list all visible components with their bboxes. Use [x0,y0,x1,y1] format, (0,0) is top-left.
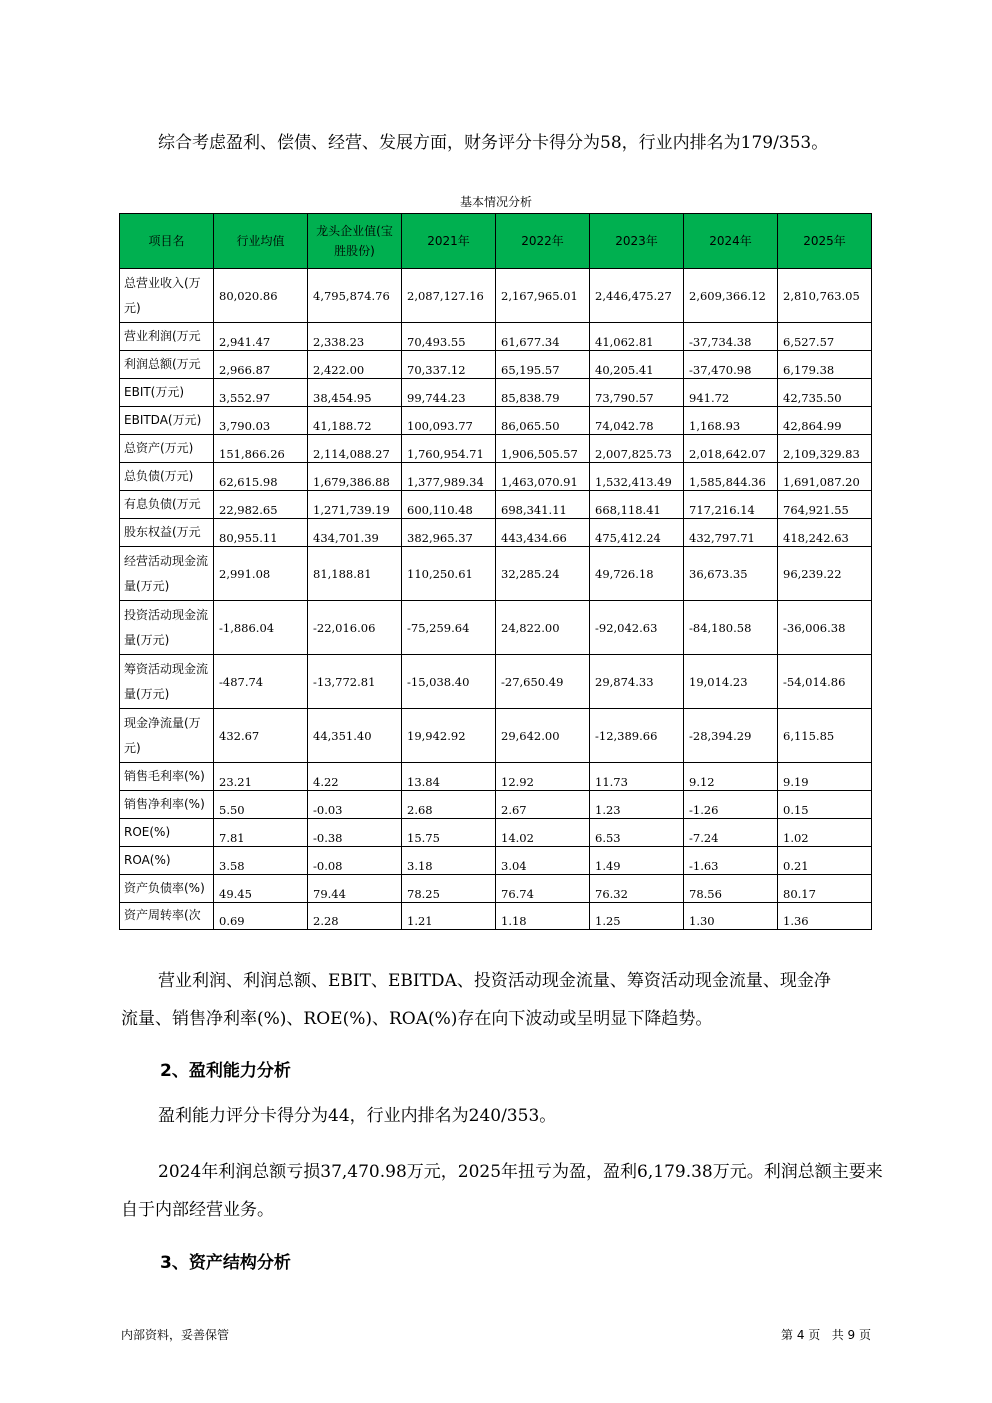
table-cell: 42,864.99 [778,407,872,435]
table-cell: 32,285.24 [496,547,590,601]
table-cell: 49.45 [214,875,308,903]
table-row [120,903,872,930]
table-cell: 382,965.37 [402,519,496,547]
table-cell: 9.19 [778,763,872,791]
table-row [120,819,872,847]
table-cell: 2.67 [496,791,590,819]
table-cell: 40,205.41 [590,351,684,379]
table-cell: 80,020.86 [214,269,308,323]
table-cell: 418,242.63 [778,519,872,547]
table-cell: 1,760,954.71 [402,435,496,463]
table-cell: -75,259.64 [402,601,496,655]
table-cell: 100,093.77 [402,407,496,435]
table-cell: 15.75 [402,819,496,847]
section3-heading: 3、资产结构分析 [160,1253,291,1273]
table-cell: 2,810,763.05 [778,269,872,323]
table-cell: 1,463,070.91 [496,463,590,491]
table-row [120,407,872,435]
table-cell: 61,677.34 [496,323,590,351]
table-cell: 11.73 [590,763,684,791]
table-cell: 3,790.03 [214,407,308,435]
table-cell: 2,338.23 [308,323,402,351]
row-label: 现金净流量(万元) [120,709,214,763]
table-cell: 2,941.47 [214,323,308,351]
table-cell: 13.84 [402,763,496,791]
table-cell: 717,216.14 [684,491,778,519]
row-label: 营业利润(万元 [120,323,214,351]
table-cell: 600,110.48 [402,491,496,519]
section2-heading: 2、盈利能力分析 [160,1061,291,1081]
table-row [120,547,872,601]
table-cell: 698,341.11 [496,491,590,519]
footer-confidential-note: 内部资料，妥善保管 [121,1328,230,1342]
table-cell: 1.30 [684,903,778,930]
header-year-2025: 2025年 [778,214,872,269]
row-label: 总营业收入(万元) [120,269,214,323]
table-cell: 70,493.55 [402,323,496,351]
trend-paragraph-line2: 流量、销售净利率(%)、ROE(%)、ROA(%)存在向下波动或呈明显下降趋势。 [121,1009,713,1029]
table-cell: 81,188.81 [308,547,402,601]
table-cell: 475,412.24 [590,519,684,547]
table-cell: 668,118.41 [590,491,684,519]
header-year-2022: 2022年 [496,214,590,269]
table-cell: 110,250.61 [402,547,496,601]
table-cell: 9.12 [684,763,778,791]
section2-detail-line2: 自于内部经营业务。 [121,1200,274,1220]
table-cell: 86,065.50 [496,407,590,435]
table-cell: 941.72 [684,379,778,407]
table-cell: 434,701.39 [308,519,402,547]
table-cell: -7.24 [684,819,778,847]
table-cell: 1,532,413.49 [590,463,684,491]
table-cell: -15,038.40 [402,655,496,709]
table-cell: 1.21 [402,903,496,930]
table-cell: 151,866.26 [214,435,308,463]
table-body [120,269,872,930]
table-cell: 2,966.87 [214,351,308,379]
table-cell: 78.25 [402,875,496,903]
table-cell: 44,351.40 [308,709,402,763]
table-cell: -37,470.98 [684,351,778,379]
financial-table [119,213,872,930]
table-cell: 76.32 [590,875,684,903]
table-cell: -22,016.06 [308,601,402,655]
table-cell: 7.81 [214,819,308,847]
table-row [120,655,872,709]
table-cell: 79.44 [308,875,402,903]
table-cell: 41,188.72 [308,407,402,435]
table-cell: 80.17 [778,875,872,903]
row-label: EBIT(万元) [120,379,214,407]
table-cell: 2,109,329.83 [778,435,872,463]
table-row [120,601,872,655]
table-cell: 1,585,844.36 [684,463,778,491]
table-cell: 1.36 [778,903,872,930]
intro-paragraph: 综合考虑盈利、偿债、经营、发展方面，财务评分卡得分为58，行业内排名为179/353。 [158,133,829,153]
table-cell: 1.49 [590,847,684,875]
row-label: 利润总额(万元 [120,351,214,379]
table-cell: 24,822.00 [496,601,590,655]
table-cell: 2,114,088.27 [308,435,402,463]
table-cell: 3.04 [496,847,590,875]
table-cell: 2,422.00 [308,351,402,379]
table-cell: 76.74 [496,875,590,903]
table-cell: 2,167,965.01 [496,269,590,323]
table-cell: -36,006.38 [778,601,872,655]
table-cell: 14.02 [496,819,590,847]
table-row [120,847,872,875]
table-cell: 65,195.57 [496,351,590,379]
table-row [120,709,872,763]
table-cell: 2,087,127.16 [402,269,496,323]
table-cell: 4.22 [308,763,402,791]
table-cell: 19,014.23 [684,655,778,709]
table-cell: 432,797.71 [684,519,778,547]
table-row [120,323,872,351]
row-label: 筹资活动现金流量(万元) [120,655,214,709]
row-label: 总资产(万元) [120,435,214,463]
table-cell: -1,886.04 [214,601,308,655]
row-label: 总负债(万元) [120,463,214,491]
table-cell: 12.92 [496,763,590,791]
table-cell: 23.21 [214,763,308,791]
table-cell: 764,921.55 [778,491,872,519]
table-cell: 74,042.78 [590,407,684,435]
table-cell: -13,772.81 [308,655,402,709]
table-cell: -28,394.29 [684,709,778,763]
table-cell: -0.08 [308,847,402,875]
table-row [120,351,872,379]
table-cell: -0.38 [308,819,402,847]
row-label: 股东权益(万元 [120,519,214,547]
row-label: 销售净利率(%) [120,791,214,819]
row-label: 资产周转率(次 [120,903,214,930]
table-cell: 2,018,642.07 [684,435,778,463]
header-year-2021: 2021年 [402,214,496,269]
table-cell: 1,691,087.20 [778,463,872,491]
table-cell: 1,679,386.88 [308,463,402,491]
table-row [120,519,872,547]
header-item-name: 项目名 [120,214,214,269]
table-cell: 41,062.81 [590,323,684,351]
table-row [120,763,872,791]
table-cell: -54,014.86 [778,655,872,709]
table-cell: 1.23 [590,791,684,819]
row-label: ROA(%) [120,847,214,875]
table-row [120,435,872,463]
table-cell: 432.67 [214,709,308,763]
table-cell: 2.68 [402,791,496,819]
table-row [120,269,872,323]
section2-detail-line1: 2024年利润总额亏损37,470.98万元，2025年扭亏为盈，盈利6,179.38万元。利润总额主要来 [158,1162,883,1182]
row-label: EBITDA(万元) [120,407,214,435]
table-cell: 2.28 [308,903,402,930]
table-cell: 0.15 [778,791,872,819]
section2-score-paragraph: 盈利能力评分卡得分为44，行业内排名为240/353。 [158,1106,557,1126]
table-cell: -92,042.63 [590,601,684,655]
table-cell: 38,454.95 [308,379,402,407]
table-cell: 96,239.22 [778,547,872,601]
table-cell: 1,271,739.19 [308,491,402,519]
table-row [120,491,872,519]
table-cell: 2,991.08 [214,547,308,601]
table-cell: 62,615.98 [214,463,308,491]
table-cell: 1,377,989.34 [402,463,496,491]
row-label: 有息负债(万元 [120,491,214,519]
row-label: 投资活动现金流量(万元) [120,601,214,655]
footer-page-number: 第 4 页 共 9 页 [781,1328,871,1342]
table-row [120,463,872,491]
header-year-2023: 2023年 [590,214,684,269]
table-cell: 6,115.85 [778,709,872,763]
table-cell: 42,735.50 [778,379,872,407]
table-cell: 443,434.66 [496,519,590,547]
table-cell: 6,527.57 [778,323,872,351]
table-cell: 73,790.57 [590,379,684,407]
table-cell: -12,389.66 [590,709,684,763]
table-cell: 2,609,366.12 [684,269,778,323]
table-cell: 3.58 [214,847,308,875]
table-cell: -0.03 [308,791,402,819]
table-cell: 29,642.00 [496,709,590,763]
table-cell: -487.74 [214,655,308,709]
table-cell: 3.18 [402,847,496,875]
row-label: ROE(%) [120,819,214,847]
table-cell: 29,874.33 [590,655,684,709]
table-cell: 1.18 [496,903,590,930]
table-caption: 基本情况分析 [459,195,532,209]
header-year-2024: 2024年 [684,214,778,269]
table-cell: 1,168.93 [684,407,778,435]
table-cell: 2,446,475.27 [590,269,684,323]
table-cell: 6.53 [590,819,684,847]
table-cell: 78.56 [684,875,778,903]
table-cell: 0.21 [778,847,872,875]
table-cell: 4,795,874.76 [308,269,402,323]
table-header-row [120,214,872,269]
table-cell: 22,982.65 [214,491,308,519]
table-cell: -27,650.49 [496,655,590,709]
table-cell: -37,734.38 [684,323,778,351]
row-label: 资产负债率(%) [120,875,214,903]
table-cell: 99,744.23 [402,379,496,407]
header-industry-average: 行业均值 [214,214,308,269]
row-label: 经营活动现金流量(万元) [120,547,214,601]
table-cell: 19,942.92 [402,709,496,763]
table-cell: 5.50 [214,791,308,819]
table-cell: 6,179.38 [778,351,872,379]
table-cell: 36,673.35 [684,547,778,601]
table-cell: -84,180.58 [684,601,778,655]
table-cell: 80,955.11 [214,519,308,547]
table-cell: 1.25 [590,903,684,930]
table-cell: 2,007,825.73 [590,435,684,463]
table-cell: -1.63 [684,847,778,875]
table-cell: 49,726.18 [590,547,684,601]
table-cell: -1.26 [684,791,778,819]
table-row [120,791,872,819]
table-cell: 1,906,505.57 [496,435,590,463]
trend-paragraph-line1: 营业利润、利润总额、EBIT、EBITDA、投资活动现金流量、筹资活动现金流量、现金净 [158,971,831,991]
table-cell: 70,337.12 [402,351,496,379]
table-cell: 3,552.97 [214,379,308,407]
table-cell: 0.69 [214,903,308,930]
table-row [120,379,872,407]
table-cell: 85,838.79 [496,379,590,407]
table-row [120,875,872,903]
row-label: 销售毛利率(%) [120,763,214,791]
table-cell: 1.02 [778,819,872,847]
header-leader-value: 龙头企业值(宝胜股份) [308,214,402,269]
